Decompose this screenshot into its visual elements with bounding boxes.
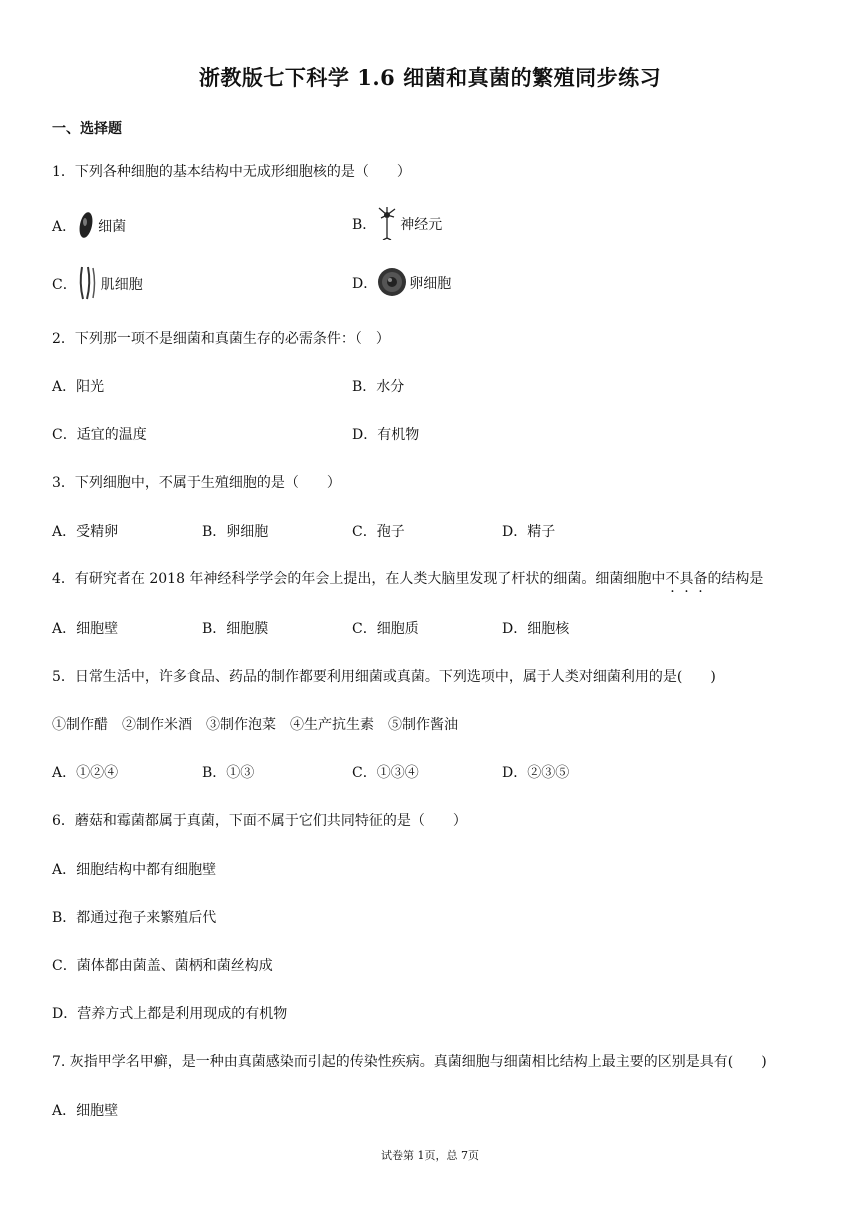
q2-option-c[interactable]: C．适宜的温度	[52, 427, 147, 443]
q6-option-d[interactable]: D．营养方式上都是利用现成的有机物	[52, 1006, 288, 1022]
option-letter: D．	[352, 276, 378, 292]
option-text: 卵细胞	[409, 276, 452, 292]
page-footer: 试卷第 1页，总 7页	[381, 1149, 479, 1162]
q3-option-c[interactable]: C．孢子	[352, 524, 405, 540]
q4-option-a[interactable]: A．细胞壁	[52, 621, 119, 637]
q4-stem-tail: 的结构是	[707, 571, 764, 587]
muscle-cell-icon	[77, 266, 99, 304]
question-2-stem: 2．下列那一项不是细菌和真菌生存的必需条件：（ ）	[52, 331, 390, 347]
q3-option-d[interactable]: D．精子	[502, 524, 556, 540]
q5-option-b[interactable]: B．①③	[202, 765, 255, 781]
q1-option-a[interactable]	[52, 210, 126, 244]
option-text: 肌细胞	[100, 277, 143, 293]
q4-option-c[interactable]: C．细胞质	[352, 621, 419, 637]
page-title: 浙教版七下科学 1.6 细菌和真菌的繁殖同步练习	[198, 65, 662, 90]
option-text: 细菌	[98, 219, 127, 235]
q4-option-b[interactable]: B．细胞膜	[202, 621, 269, 637]
q3-option-b[interactable]: B．卵细胞	[202, 524, 269, 540]
q5-option-d[interactable]: D．②③⑤	[502, 765, 570, 781]
q4-stem-text: 4．有研究者在 2018 年神经科学学会的年会上提出，在人类大脑里发现了杆状的细菌。细菌细胞中	[52, 571, 666, 587]
question-5-items: ①制作醋 ②制作米酒 ③制作泡菜 ④生产抗生素 ⑤制作酱油	[52, 717, 458, 733]
question-5-stem: 5．日常生活中，许多食品、药品的制作都要利用细菌或真菌。下列选项中，属于人类对细菌利用的是( )	[52, 669, 716, 685]
option-letter: C．	[52, 277, 77, 293]
egg-cell-icon	[377, 266, 407, 302]
neuron-icon	[376, 206, 398, 244]
bacterium-icon	[76, 210, 96, 244]
emphasis-char: 备	[693, 571, 708, 587]
question-6-stem: 6．蘑菇和霉菌都属于真菌，下面不属于它们共同特征的是（ ）	[52, 813, 467, 829]
question-7-stem: 7. 灰指甲学名甲癣，是一种由真菌感染而引起的传染性疾病。真菌细胞与细菌相比结构上最主要的区别是具有( )	[52, 1054, 767, 1070]
question-3-stem: 3．下列细胞中，不属于生殖细胞的是（ ）	[52, 475, 341, 491]
question-4-stem	[52, 568, 763, 588]
option-letter: B．	[352, 217, 377, 233]
emphasis-char: 具	[679, 571, 694, 587]
question-1-stem: 1．下列各种细胞的基本结构中无成形细胞核的是（ ）	[52, 164, 411, 180]
emphasis-char: 不	[665, 571, 680, 587]
q6-option-c[interactable]: C．菌体都由菌盖、菌柄和菌丝构成	[52, 958, 273, 974]
option-text: 神经元	[400, 217, 443, 233]
q5-option-a[interactable]: A．①②④	[52, 765, 119, 781]
q4-option-d[interactable]: D．细胞核	[502, 621, 570, 637]
q5-option-c[interactable]: C．①③④	[352, 765, 419, 781]
q6-option-b[interactable]: B．都通过孢子来繁殖后代	[52, 910, 217, 926]
q1-option-c[interactable]	[52, 266, 143, 304]
q7-option-a[interactable]: A．细胞壁	[52, 1103, 119, 1119]
q2-option-a[interactable]: A．阳光	[52, 379, 105, 395]
q3-option-a[interactable]: A．受精卵	[52, 524, 119, 540]
option-letter: A．	[52, 219, 77, 235]
q6-option-a[interactable]: A．细胞结构中都有细胞壁	[52, 862, 217, 878]
section-heading: 一、选择题	[52, 121, 122, 137]
q1-option-b[interactable]	[352, 206, 442, 244]
q1-option-d[interactable]	[352, 266, 451, 302]
q2-option-d[interactable]: D．有机物	[352, 427, 420, 443]
q2-option-b[interactable]: B．水分	[352, 379, 405, 395]
